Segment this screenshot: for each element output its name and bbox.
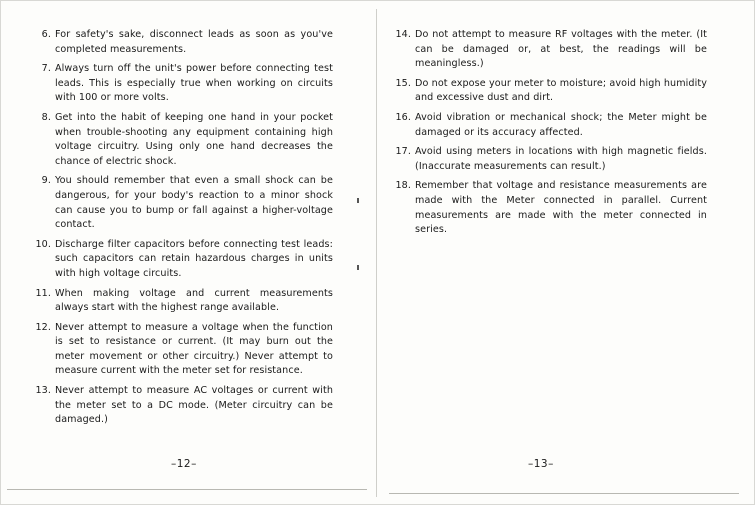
- item-number: 16.: [395, 111, 411, 123]
- item-text: Discharge filter capacitors before connecting test leads: such capacitors can retain hazardous charges in units with high voltage circuits.: [55, 238, 333, 279]
- item-text: Avoid vibration or mechanical shock; the Meter might be damaged or its accuracy affected.: [415, 111, 707, 138]
- page-number-left: –12–: [171, 458, 197, 470]
- list-item: [35, 62, 333, 106]
- item-text: Remember that voltage and resistance measurements are made with the Meter connected in parallel. Current measurements are made with the meter connected in series.: [415, 180, 707, 236]
- item-number: 11.: [35, 287, 51, 299]
- list-item: [35, 238, 333, 282]
- list-item: [35, 287, 333, 316]
- gutter-mark: [357, 198, 359, 203]
- item-number: 8.: [41, 111, 51, 123]
- safety-list-left: [35, 28, 333, 433]
- item-text: When making voltage and current measurements always start with the highest range available.: [55, 287, 333, 314]
- item-number: 15.: [395, 77, 411, 89]
- right-page: [377, 1, 755, 505]
- item-text: Do not expose your meter to moisture; avoid high humidity and excessive dust and dirt.: [415, 77, 707, 104]
- item-text: Always turn off the unit's power before connecting test leads. This is especially true when working on circuits with 100 or more volts.: [55, 63, 333, 104]
- item-text: Get into the habit of keeping one hand in your pocket when trouble-shooting any equipment containing high voltage circuitry. Using only one hand decreases the chance of electric shock.: [55, 111, 333, 167]
- item-text: Avoid using meters in locations with high magnetic fields. (Inaccurate measurements can result.): [415, 146, 707, 172]
- list-item: [35, 384, 333, 428]
- list-item: [393, 145, 707, 174]
- list-item: [393, 179, 707, 237]
- item-number: 18.: [395, 180, 411, 192]
- list-item: [35, 28, 333, 57]
- item-number: 10.: [35, 238, 51, 250]
- gutter-mark: [357, 265, 359, 270]
- item-text: For safety's sake, disconnect leads as soon as you've completed measurements.: [55, 29, 333, 55]
- item-number: 13.: [35, 385, 51, 397]
- bottom-edge-line: [7, 489, 367, 490]
- item-number: 14.: [395, 29, 411, 40]
- list-item: [393, 77, 707, 106]
- page-number-right: –13–: [528, 458, 554, 470]
- item-text: Never attempt to measure AC voltages or current with the meter set to a DC mode. (Meter circuitry can be damaged.): [55, 385, 333, 426]
- safety-list-right: [393, 28, 707, 243]
- item-number: 7.: [41, 63, 51, 75]
- item-number: 17.: [395, 146, 411, 158]
- item-number: 12.: [35, 321, 51, 333]
- list-item: [35, 111, 333, 169]
- left-page: [1, 1, 377, 505]
- list-item: [35, 174, 333, 232]
- list-item: [393, 28, 707, 72]
- item-number: 6.: [41, 29, 51, 40]
- bottom-edge-line: [389, 493, 739, 494]
- item-number: 9.: [41, 175, 51, 187]
- item-text: Never attempt to measure a voltage when the function is set to resistance or current. (It may burn out the meter movement or other circuitry.) Never attempt to measure current with the meter set for resistance.: [55, 321, 333, 377]
- item-text: You should remember that even a small shock can be dangerous, for your body's reaction to a minor shock can cause you to bump or fall against a higher-voltage contact.: [55, 175, 333, 231]
- list-item: [35, 321, 333, 379]
- list-item: [393, 111, 707, 140]
- item-text: Do not attempt to measure RF voltages with the meter. (It can be damaged or, at best, the readings will be meaningless.): [415, 29, 707, 70]
